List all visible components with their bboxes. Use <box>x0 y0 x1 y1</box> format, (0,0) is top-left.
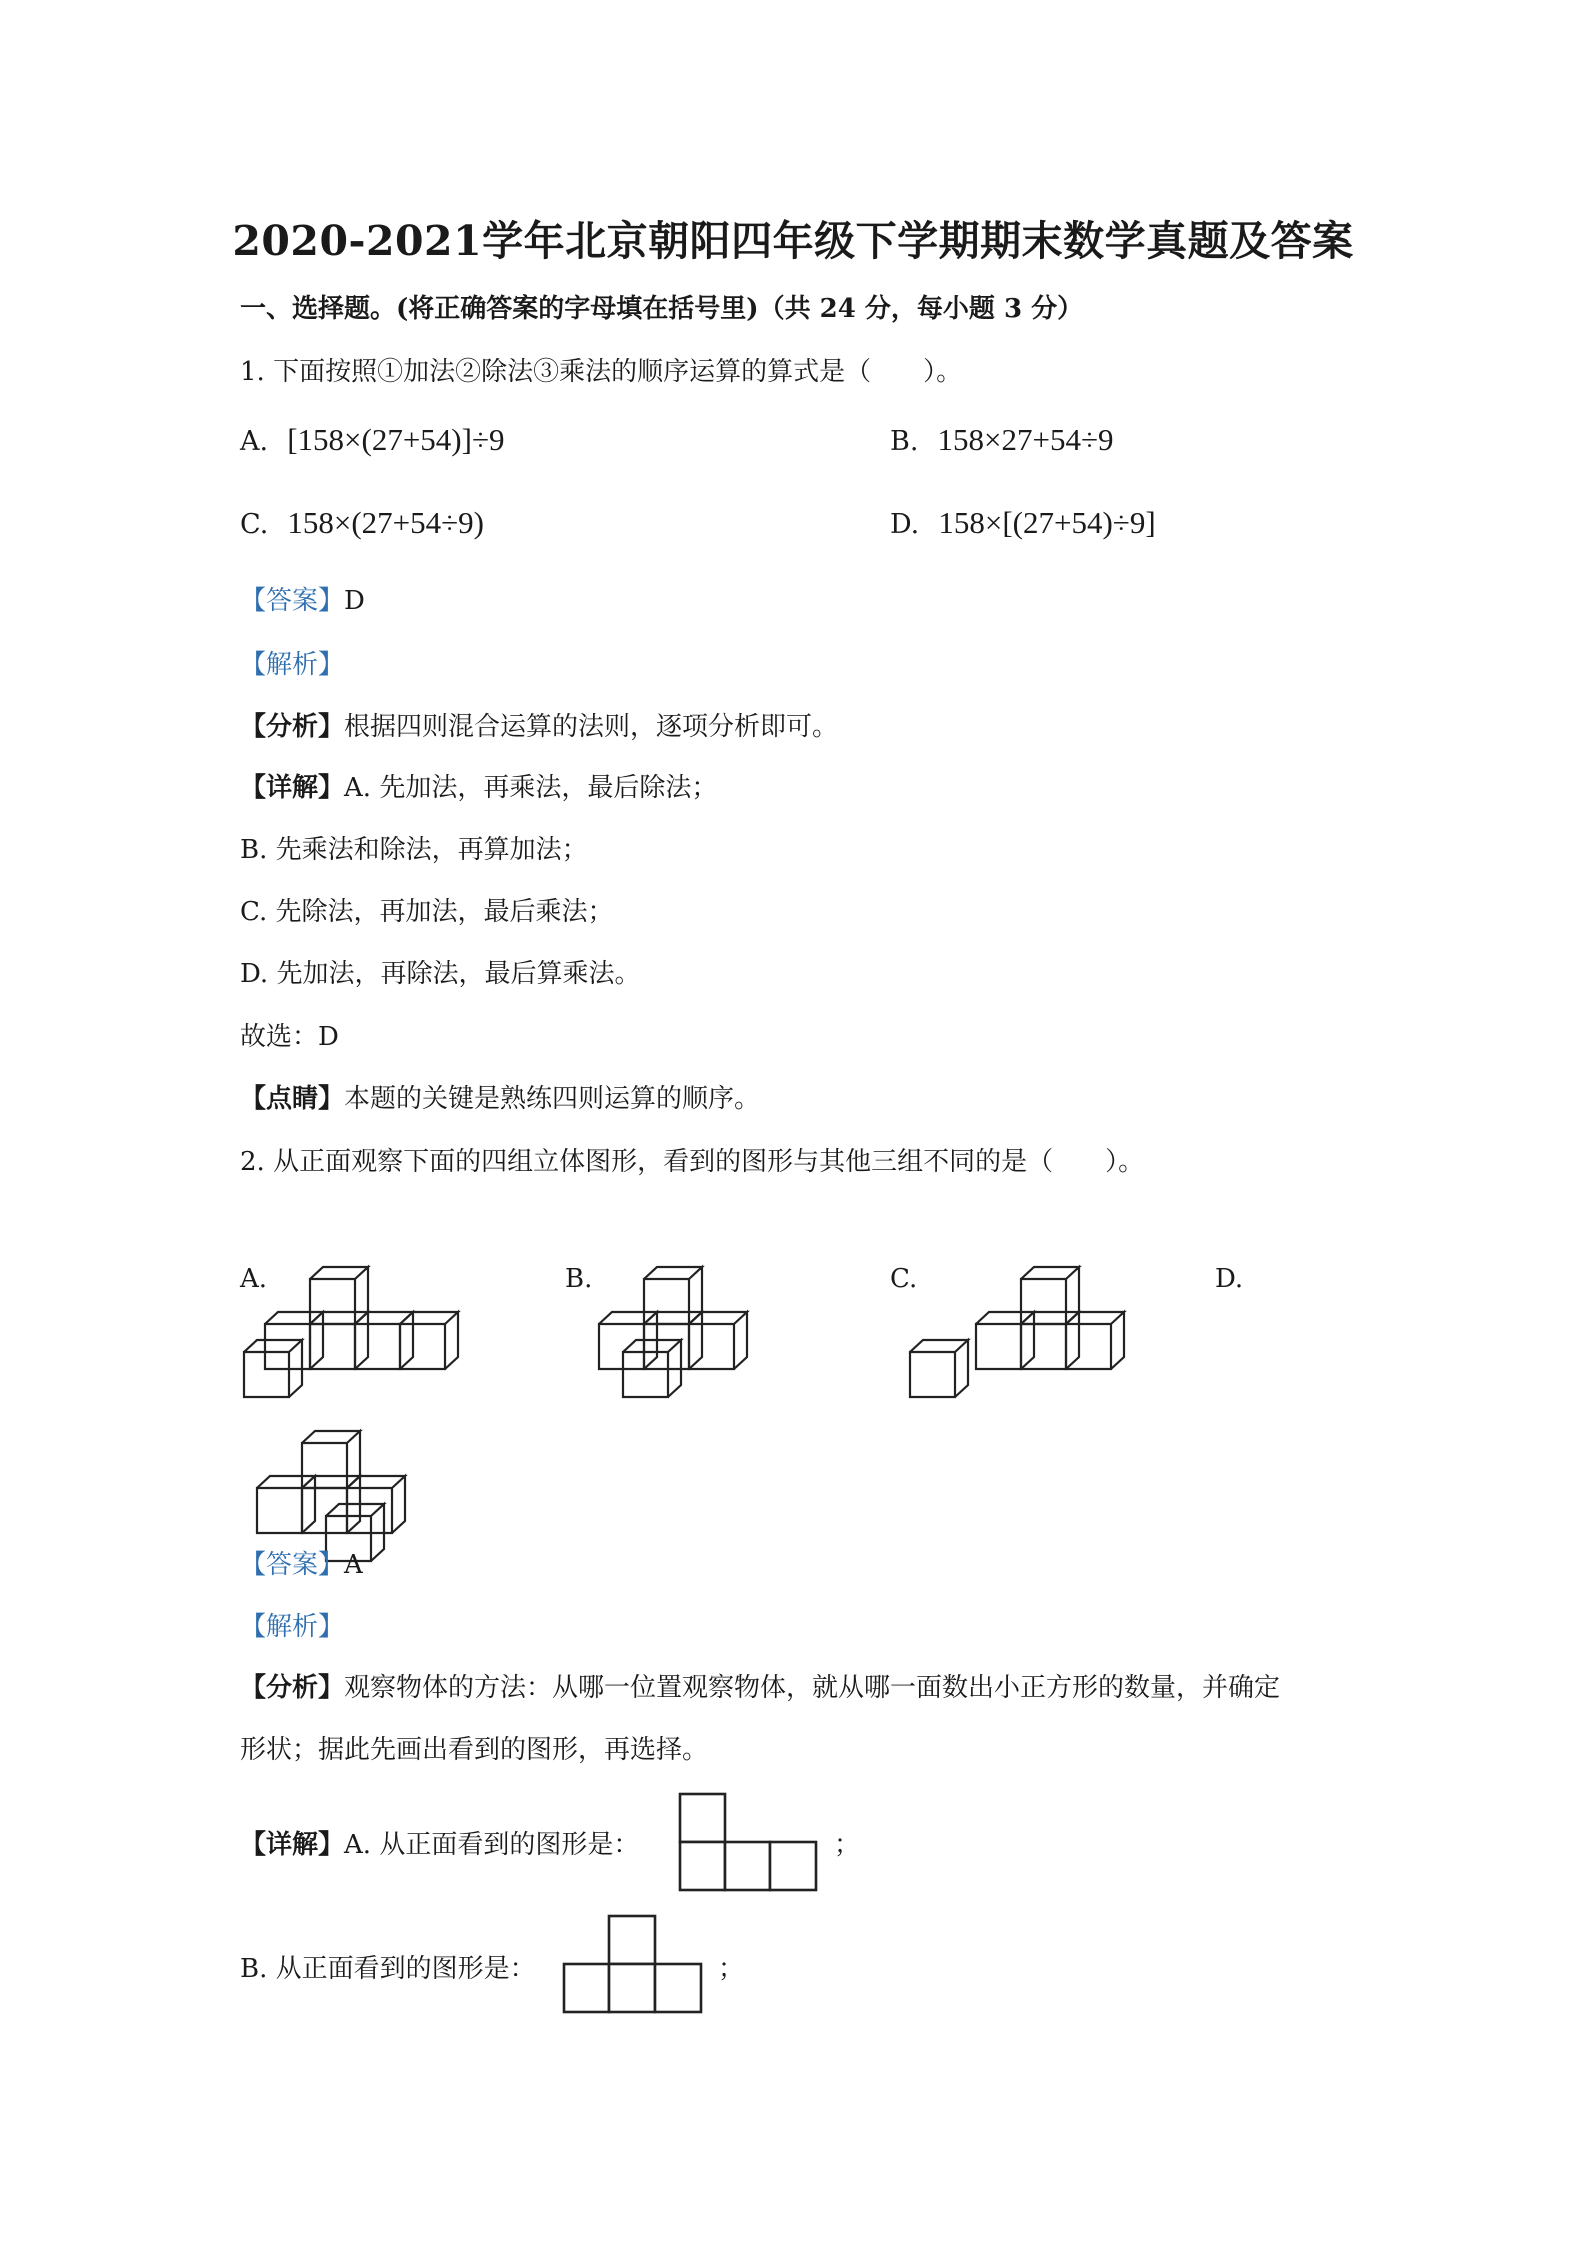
option-label: A. <box>240 426 269 457</box>
q1-jiexi-tag: 【解析】 <box>240 650 345 680</box>
q2-option-d-label: D. <box>1215 1264 1244 1294</box>
q2-option-b-label: B. <box>565 1264 593 1294</box>
q1-stem: 1. 下面按照①加法②除法③乘法的顺序运算的算式是（ ）。 <box>240 357 963 387</box>
option-expression: 158×[(27+54)÷9] <box>938 505 1156 540</box>
xiangjie-tag: 【详解】 <box>240 1830 345 1860</box>
option-expression: [158×(27+54)]÷9 <box>287 422 505 457</box>
q2-xiangjie-a-end: ； <box>834 1830 861 1860</box>
dianjing-text: 本题的关键是熟练四则运算的顺序。 <box>344 1084 761 1114</box>
q2-stem: 2. 从正面观察下面的四组立体图形，看到的图形与其他三组不同的是（ ）。 <box>240 1147 1145 1177</box>
q2-jiexi-tag: 【解析】 <box>240 1612 345 1642</box>
q1-guxuan: 故选：D <box>240 1022 339 1052</box>
xiangjie-text: A. 从正面看到的图形是： <box>344 1830 640 1860</box>
dianjing-tag: 【点睛】 <box>240 1084 345 1114</box>
option-expression: 158×27+54÷9 <box>937 422 1114 457</box>
front-view-square <box>564 1964 609 2012</box>
q1-line-b: B. 先乘法和除法，再算加法； <box>240 835 588 865</box>
q2-xiangjie-b: B. 从正面看到的图形是： <box>240 1954 536 1984</box>
q2-xiangjie-b-end: ； <box>718 1954 745 1984</box>
option-expression: 158×(27+54÷9) <box>287 505 485 540</box>
q2-option-c-label: C. <box>890 1264 918 1294</box>
fenxi-text: 根据四则混合运算的法则，逐项分析即可。 <box>344 712 839 742</box>
answer-tag: 【答案】 <box>240 586 345 616</box>
option-label: B. <box>890 426 919 457</box>
answer-tag: 【答案】 <box>240 1550 345 1580</box>
section-heading: 一、选择题。(将正确答案的字母填在括号里)（共 24 分，每小题 3 分） <box>240 294 1084 324</box>
option-label: D. <box>890 509 920 540</box>
front-view-square <box>655 1964 701 2012</box>
front-view-square <box>609 1964 655 2012</box>
option-label: C. <box>240 509 269 540</box>
q1-line-d: D. 先加法，再除法，最后算乘法。 <box>240 959 641 989</box>
document-title: 2020-2021学年北京朝阳四年级下学期期末数学真题及答案 <box>232 217 1354 265</box>
fenxi-tag: 【分析】 <box>240 1673 345 1703</box>
q2-fenxi-continued: 形状；据此先画出看到的图形，再选择。 <box>240 1735 709 1765</box>
fenxi-text: 观察物体的方法：从哪一位置观察物体，就从哪一面数出小正方形的数量，并确定 <box>344 1673 1281 1703</box>
q2-option-a-label: A. <box>240 1264 268 1294</box>
xiangjie-text: A. 先加法，再乘法，最后除法； <box>344 773 718 803</box>
answer-value: A <box>344 1550 363 1580</box>
front-view-square <box>609 1916 655 1964</box>
fenxi-tag: 【分析】 <box>240 712 345 742</box>
xiangjie-tag: 【详解】 <box>240 773 345 803</box>
answer-value: D <box>344 586 365 616</box>
q1-line-c: C. 先除法，再加法，最后乘法； <box>240 897 614 927</box>
